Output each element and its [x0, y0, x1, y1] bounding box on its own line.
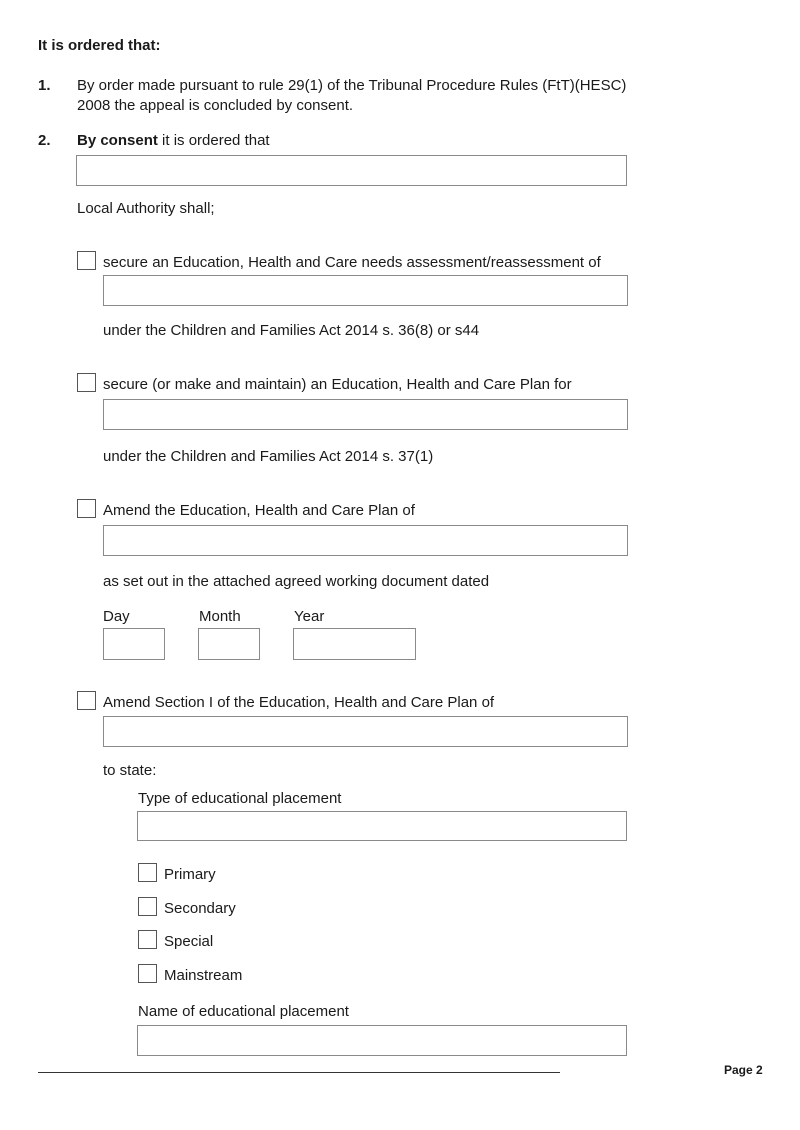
order-heading: It is ordered that: — [38, 37, 161, 54]
item-2-intro — [77, 131, 270, 151]
day-label: Day — [103, 608, 130, 625]
item-1-line-1: By order made pursuant to rule 29(1) of the Tribunal Procedure Rules (FtT)(HESC) — [77, 77, 627, 94]
plan-child-input[interactable] — [103, 399, 628, 430]
amend-plan-label: Amend the Education, Health and Care Plan of — [103, 502, 415, 519]
by-consent-text: By consent — [77, 132, 158, 149]
ordered-that-text: it is ordered that — [157, 132, 270, 149]
to-state-label: to state: — [103, 762, 157, 779]
amend-plan-checkbox[interactable] — [77, 499, 96, 518]
special-checkbox[interactable] — [138, 930, 157, 949]
amend-section-i-child-input[interactable] — [103, 716, 628, 747]
day-input[interactable] — [103, 628, 165, 660]
placement-name-label: Name of educational placement — [138, 1003, 349, 1020]
amend-section-i-label: Amend Section I of the Education, Health and Care Plan of — [103, 694, 495, 711]
amend-plan-note: as set out in the attached agreed working document dated — [103, 573, 490, 590]
year-input[interactable] — [293, 628, 416, 660]
year-label: Year — [294, 608, 325, 625]
assessment-label: secure an Education, Health and Care needs assessment/reassessment of — [103, 254, 601, 271]
assessment-child-input[interactable] — [103, 275, 628, 306]
item-2-number: 2. — [38, 132, 51, 149]
placement-type-input[interactable] — [137, 811, 627, 841]
mainstream-checkbox[interactable] — [138, 964, 157, 983]
placement-type-label: Type of educational placement — [138, 790, 342, 807]
secondary-checkbox[interactable] — [138, 897, 157, 916]
plan-label: secure (or make and maintain) an Education, Health and Care Plan for — [103, 376, 572, 393]
footer-rule — [38, 1072, 560, 1073]
assessment-note: under the Children and Families Act 2014 s. 36(8) or s44 — [103, 322, 480, 339]
assessment-checkbox[interactable] — [77, 251, 96, 270]
placement-name-input[interactable] — [137, 1025, 627, 1056]
month-label: Month — [199, 608, 241, 625]
page-number: Page 2 — [724, 1063, 763, 1077]
local-authority-label: Local Authority shall; — [77, 200, 215, 217]
mainstream-label: Mainstream — [164, 967, 243, 984]
special-label: Special — [164, 933, 214, 950]
plan-checkbox[interactable] — [77, 373, 96, 392]
secondary-label: Secondary — [164, 900, 236, 917]
consent-order-input[interactable] — [76, 155, 627, 186]
month-input[interactable] — [198, 628, 260, 660]
primary-label: Primary — [164, 866, 216, 883]
amend-section-i-checkbox[interactable] — [77, 691, 96, 710]
plan-note: under the Children and Families Act 2014 s. 37(1) — [103, 448, 434, 465]
item-1-line-2: 2008 the appeal is concluded by consent. — [77, 97, 354, 114]
item-1-number: 1. — [38, 77, 51, 94]
primary-checkbox[interactable] — [138, 863, 157, 882]
amend-plan-child-input[interactable] — [103, 525, 628, 556]
